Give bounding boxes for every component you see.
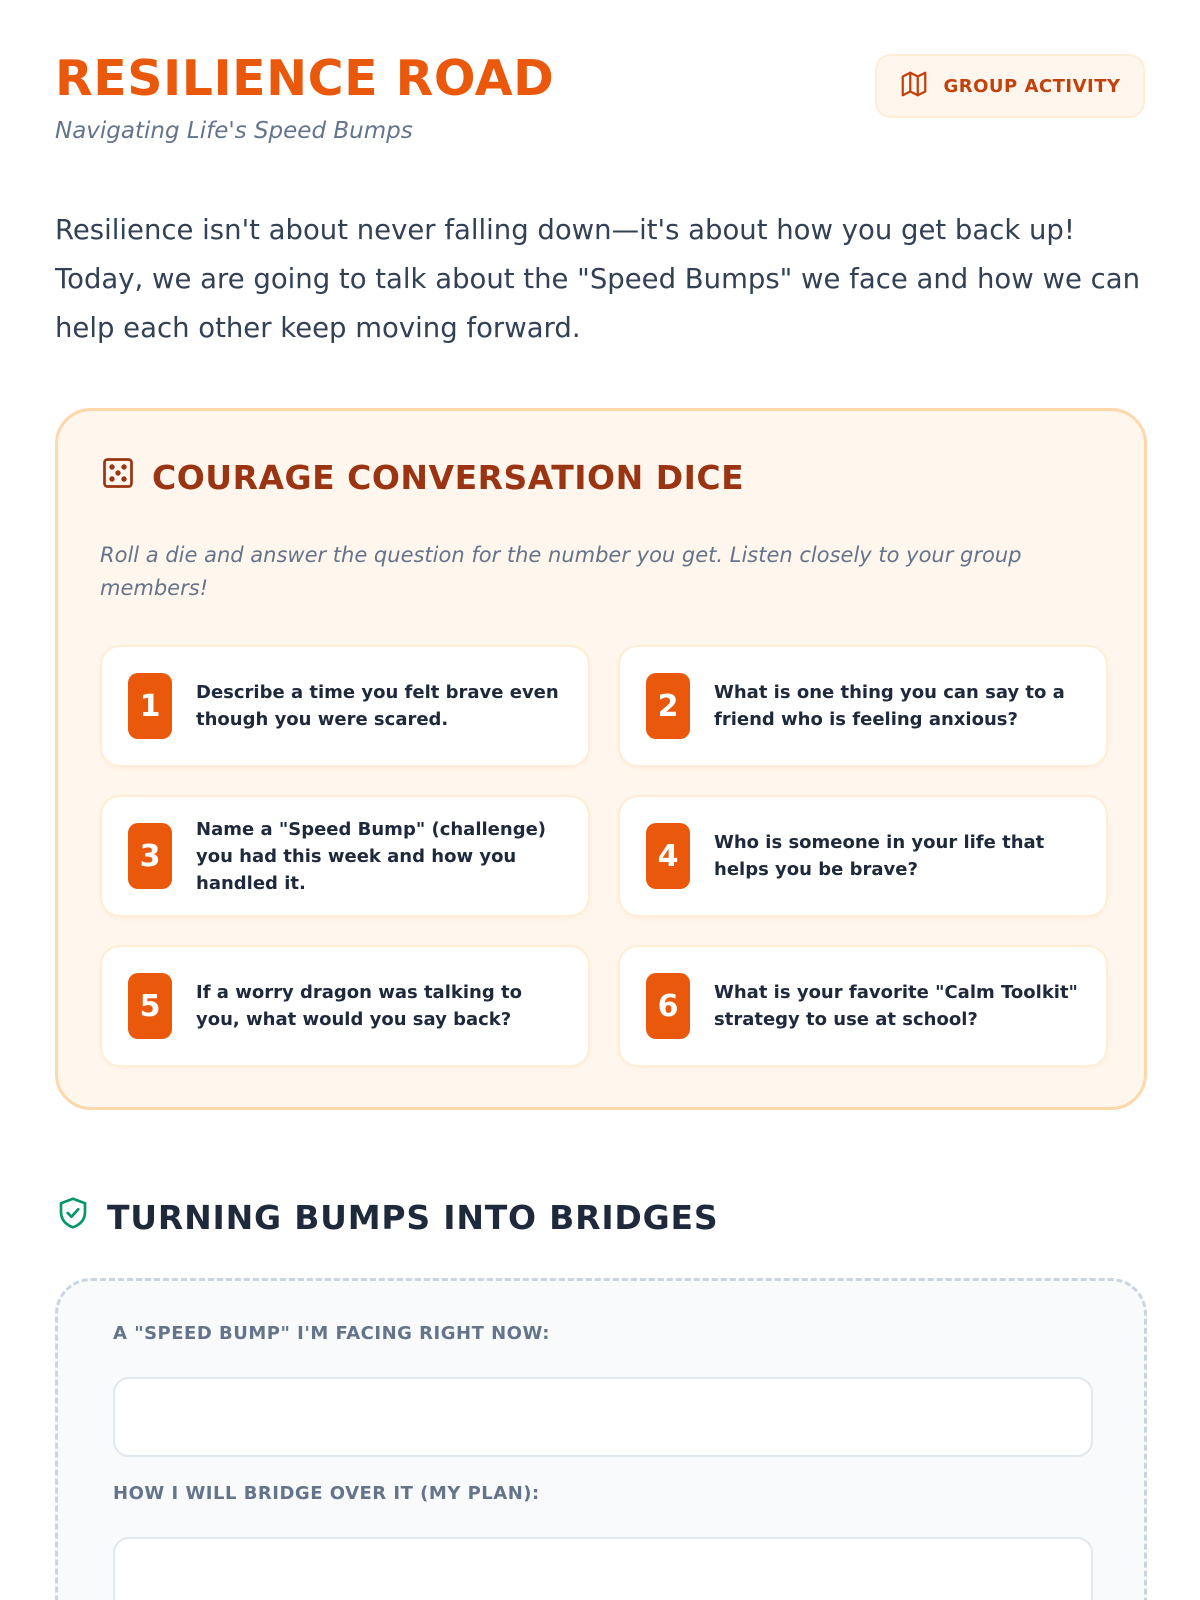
question-number: 5 <box>128 973 172 1039</box>
question-card-5 <box>100 945 590 1067</box>
question-number: 4 <box>646 823 690 889</box>
dice-section-heading <box>100 455 744 499</box>
speed-bump-label: A "SPEED BUMP" I'M FACING RIGHT NOW: <box>113 1323 550 1344</box>
question-number: 6 <box>646 973 690 1039</box>
bridges-section-heading <box>55 1194 718 1240</box>
question-text: What is your favorite "Calm Toolkit" strategy to use at school? <box>714 982 1078 1030</box>
map-icon <box>899 69 929 104</box>
question-card-2 <box>618 645 1108 767</box>
bridge-plan-input[interactable] <box>113 1537 1093 1600</box>
question-text: If a worry dragon was talking to you, what would you say back? <box>196 982 522 1030</box>
question-text: Name a "Speed Bump" (challenge) you had this week and how you handled it. <box>196 818 547 894</box>
page-subtitle: Navigating Life's Speed Bumps <box>55 118 413 144</box>
question-card-6 <box>618 945 1108 1067</box>
group-activity-badge <box>875 54 1145 118</box>
courage-dice-panel <box>55 408 1147 1110</box>
page-title: RESILIENCE ROAD <box>55 50 555 107</box>
header <box>55 0 1145 180</box>
shield-check-icon <box>55 1194 91 1240</box>
question-card-4 <box>618 795 1108 917</box>
question-number: 2 <box>646 673 690 739</box>
question-number: 3 <box>128 823 172 889</box>
bridges-heading-text: TURNING BUMPS INTO BRIDGES <box>107 1197 719 1237</box>
dice-instructions: Roll a die and answer the question for the number you get. Listen closely to your group members! <box>100 543 1022 600</box>
bridges-worksheet <box>55 1278 1147 1600</box>
question-text: What is one thing you can say to a friend who is feeling anxious? <box>714 682 1065 730</box>
question-card-1 <box>100 645 590 767</box>
question-number: 1 <box>128 673 172 739</box>
speed-bump-input[interactable] <box>113 1377 1093 1457</box>
question-text: Describe a time you felt brave even though you were scared. <box>196 682 559 730</box>
question-card-3 <box>100 795 590 917</box>
question-text: Who is someone in your life that helps you be brave? <box>714 832 1045 880</box>
badge-label: GROUP ACTIVITY <box>943 75 1121 97</box>
bridge-plan-label: HOW I WILL BRIDGE OVER IT (MY PLAN): <box>113 1483 540 1504</box>
dice-heading-text: COURAGE CONVERSATION DICE <box>152 457 745 497</box>
intro-paragraph: Resilience isn't about never falling down—it's about how you get back up! Today, we are going to talk about the "Speed Bumps" we face and how we can help each other keep moving forward. <box>55 214 1141 344</box>
question-grid <box>100 645 1104 1067</box>
dice-icon <box>100 455 136 499</box>
